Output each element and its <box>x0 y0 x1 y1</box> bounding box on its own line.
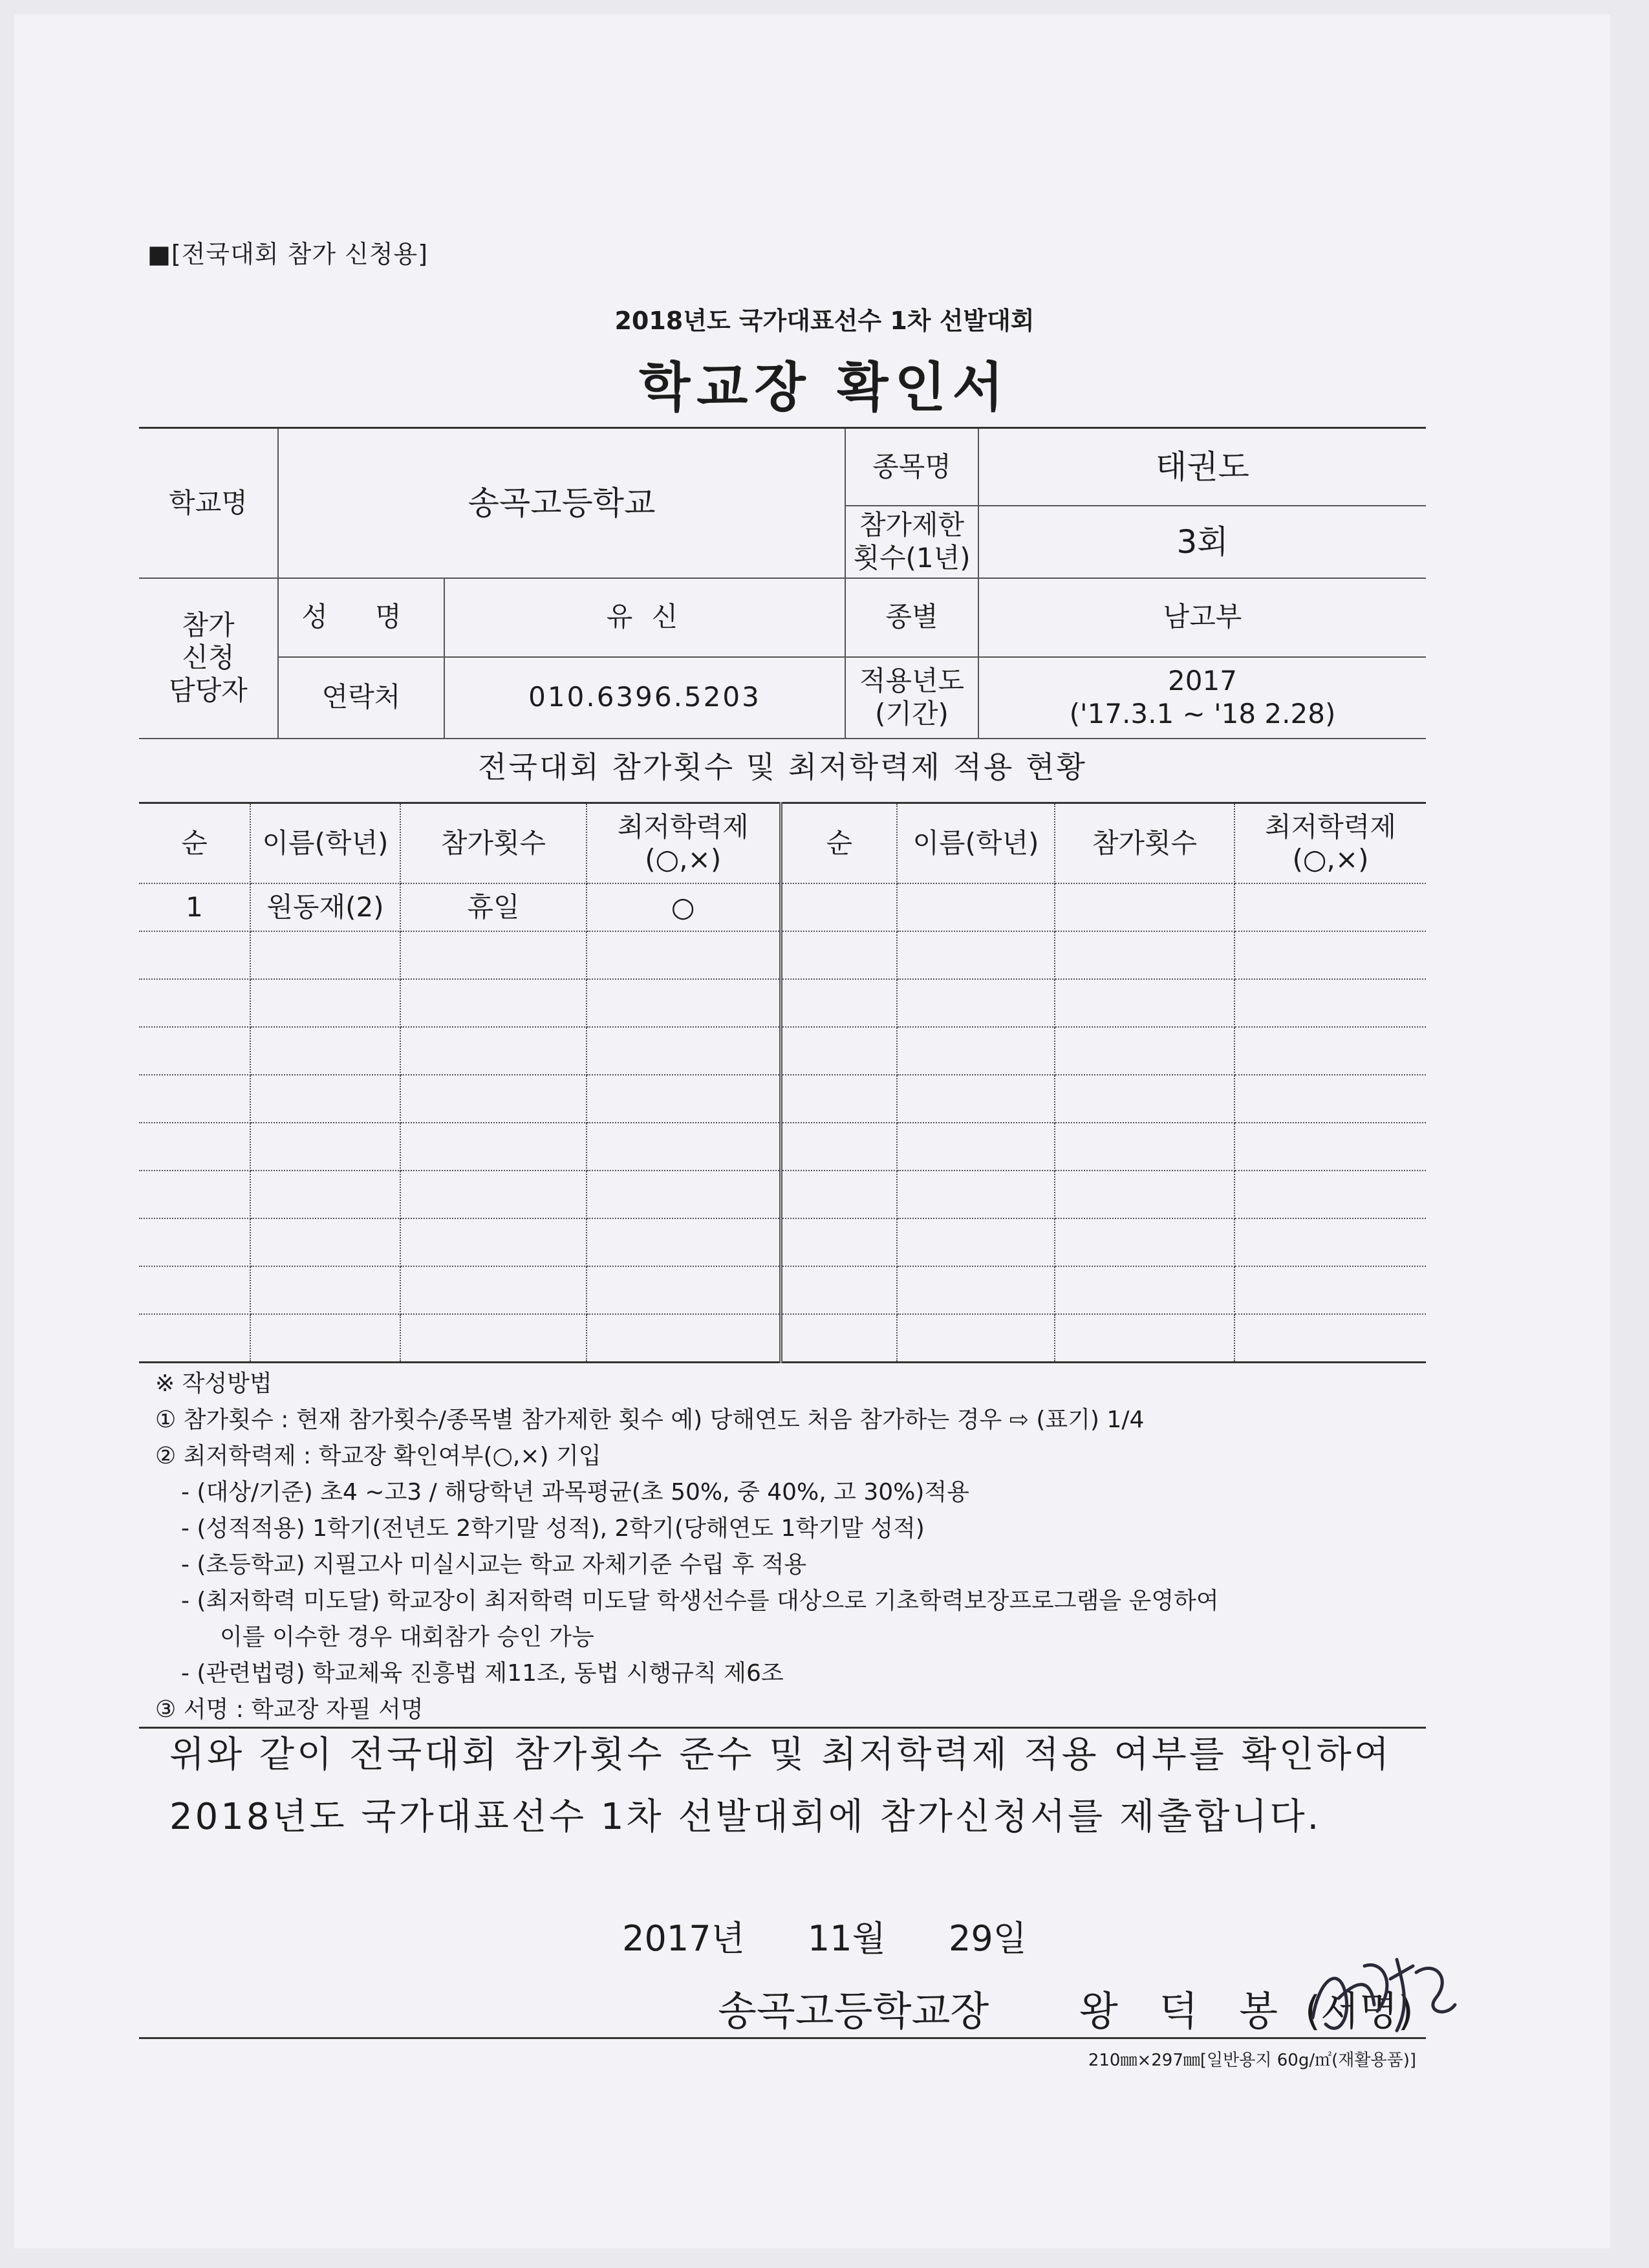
empty-cell <box>781 1123 897 1171</box>
row-count: 휴일 <box>400 883 587 931</box>
empty-cell <box>1055 1314 1234 1363</box>
instruction-2: ② 최저학력제 : 학교장 확인여부(○,×) 기입 <box>155 1443 601 1469</box>
table-row-empty <box>139 1171 1426 1218</box>
header-min-grade-line1: 최저학력제 <box>617 810 749 843</box>
empty-cell <box>587 1027 781 1075</box>
header-no: 순 <box>139 803 250 884</box>
empty-cell <box>1234 1123 1426 1171</box>
empty-cell <box>897 1075 1055 1123</box>
instructions <box>155 1366 1449 1728</box>
contact-group-line3: 담당자 <box>169 674 248 706</box>
empty-cell <box>1055 1075 1234 1123</box>
empty-cell <box>400 1027 587 1075</box>
period-range: ('17.3.1 ~ '18 2.28) <box>1069 697 1336 729</box>
empty-cell <box>1234 1171 1426 1218</box>
principal-school: 송곡고등학교장 <box>718 1987 989 2035</box>
empty-cell <box>250 931 400 979</box>
empty-cell <box>400 1075 587 1123</box>
table-row-empty <box>139 1123 1426 1171</box>
empty-cell <box>897 1027 1055 1075</box>
empty-cell <box>781 979 897 1027</box>
empty-cell <box>587 1171 781 1218</box>
empty-cell <box>139 1027 250 1075</box>
empty-cell <box>1234 931 1426 979</box>
empty-cell <box>1234 1314 1426 1363</box>
empty-cell <box>1234 1218 1426 1266</box>
table-row-empty <box>139 1218 1426 1266</box>
empty-cell <box>897 979 1055 1027</box>
empty-cell <box>1055 1027 1234 1075</box>
empty-cell <box>250 1314 400 1363</box>
empty-cell <box>897 1314 1055 1363</box>
empty-cell <box>400 931 587 979</box>
empty-cell <box>400 1123 587 1171</box>
empty-cell <box>1055 1123 1234 1171</box>
empty-cell <box>897 931 1055 979</box>
paper-spec: 210㎜×297㎜[일반용지 60g/㎡(재활용품)] <box>1088 2051 1416 2070</box>
empty-cell <box>139 1314 250 1363</box>
empty-cell <box>139 979 250 1027</box>
phone-label: 연락처 <box>278 657 444 739</box>
event-value: 태권도 <box>978 428 1426 506</box>
empty-cell <box>1234 979 1426 1027</box>
empty-cell <box>139 1266 250 1314</box>
empty-cell <box>897 1218 1055 1266</box>
category-label: 종별 <box>845 578 978 657</box>
section-title: 전국대회 참가횟수 및 최저학력제 적용 현황 <box>478 750 1087 784</box>
header-min-grade-2 <box>1234 803 1426 884</box>
table-row-empty <box>139 931 1426 979</box>
empty-cell <box>250 1266 400 1314</box>
empty-cell <box>1234 1075 1426 1123</box>
empty-cell <box>781 883 897 931</box>
empty-cell <box>1055 931 1234 979</box>
empty-cell <box>250 979 400 1027</box>
name-value: 유 신 <box>444 578 845 657</box>
empty-cell <box>400 1314 587 1363</box>
empty-cell <box>781 931 897 979</box>
empty-cell <box>250 1171 400 1218</box>
instruction-2d: - (최저학력 미도달) 학교장이 최저학력 미도달 학생선수를 대상으로 기초학력보장프로그램을 운영하여 <box>181 1588 1219 1614</box>
limit-label-line2: 횟수(1년) <box>853 541 971 574</box>
row-name: 원동재(2) <box>250 883 400 931</box>
category-value: 남고부 <box>978 578 1426 657</box>
period-value <box>978 657 1426 739</box>
school-label: 학교명 <box>139 428 278 578</box>
instruction-1: ① 참가횟수 : 현재 참가횟수/종목별 참가제한 횟수 예) 당해연도 처음 참가하는 경우 ⇨ (표기) 1/4 <box>155 1407 1145 1433</box>
empty-cell <box>1234 883 1426 931</box>
signature-label: (서명) <box>1304 1987 1414 2035</box>
empty-cell <box>1055 1171 1234 1218</box>
handwritten-signature <box>1300 1940 1461 2050</box>
limit-label-line1: 참가제한 <box>859 509 965 541</box>
confirmation-statement: 위와 같이 전국대회 참가횟수 준수 및 최저학력제 적용 여부를 확인하여 2018년도 국가대표선수 1차 선발대회에 참가신청서를 제출합니다. <box>169 1734 1392 1838</box>
empty-cell <box>897 1266 1055 1314</box>
empty-cell <box>587 1218 781 1266</box>
divider-bottom <box>139 2037 1426 2039</box>
instruction-2c: - (초등학교) 지필고사 미실시교는 학교 자체기준 수립 후 적용 <box>181 1551 807 1578</box>
empty-cell <box>400 979 587 1027</box>
empty-cell <box>1055 883 1234 931</box>
header-min-grade-2-line1: 최저학력제 <box>1265 810 1396 843</box>
header-count: 참가횟수 <box>400 803 587 884</box>
limit-label <box>845 506 978 578</box>
phone-value: 010.6396.5203 <box>444 657 845 739</box>
empty-cell <box>250 1027 400 1075</box>
empty-cell <box>1055 979 1234 1027</box>
empty-cell <box>587 1266 781 1314</box>
empty-cell <box>587 1123 781 1171</box>
instructions-title: ※ 작성방법 <box>155 1370 272 1397</box>
instruction-2e: - (관련법령) 학교체육 진흥법 제11조, 동법 시행규칙 제6조 <box>181 1660 784 1687</box>
empty-cell <box>139 1075 250 1123</box>
header-min-grade <box>587 803 781 884</box>
row-min-grade: ○ <box>587 883 781 931</box>
empty-cell <box>781 1218 897 1266</box>
empty-cell <box>400 1171 587 1218</box>
empty-cell <box>781 1171 897 1218</box>
empty-cell <box>250 1218 400 1266</box>
period-label-line1: 적용년도 <box>859 665 965 697</box>
empty-cell <box>250 1123 400 1171</box>
date-month: 11월 <box>807 1918 886 1959</box>
header-no-2: 순 <box>781 803 897 884</box>
table-row-empty <box>139 1266 1426 1314</box>
empty-cell <box>139 1123 250 1171</box>
table-header-row <box>139 803 1426 884</box>
table-row-empty <box>139 979 1426 1027</box>
date-day: 29일 <box>948 1918 1027 1959</box>
name-label: 성 명 <box>278 578 444 657</box>
instruction-3: ③ 서명 : 학교장 자필 서명 <box>155 1696 424 1723</box>
period-label <box>845 657 978 739</box>
empty-cell <box>587 979 781 1027</box>
period-year: 2017 <box>1168 665 1237 697</box>
empty-cell <box>400 1266 587 1314</box>
empty-cell <box>897 883 1055 931</box>
contact-group-label <box>139 578 278 739</box>
contact-group-line1: 참가 <box>182 609 235 641</box>
empty-cell <box>781 1075 897 1123</box>
empty-cell <box>587 1314 781 1363</box>
header-count-2: 참가횟수 <box>1055 803 1234 884</box>
table-row-empty <box>139 1027 1426 1075</box>
empty-cell <box>781 1027 897 1075</box>
header-min-grade-line2: (○,×) <box>645 843 722 875</box>
principal-name: 왕 덕 봉 <box>1079 1987 1293 2035</box>
empty-cell <box>400 1218 587 1266</box>
table-row <box>139 883 1426 931</box>
empty-cell <box>139 1171 250 1218</box>
empty-cell <box>781 1266 897 1314</box>
empty-cell <box>139 1218 250 1266</box>
empty-cell <box>139 931 250 979</box>
header-min-grade-2-line2: (○,×) <box>1292 843 1369 875</box>
document-title: 학교장 확인서 <box>639 357 1010 418</box>
table-row-empty <box>139 1314 1426 1363</box>
table-row-empty <box>139 1075 1426 1123</box>
period-label-line2: (기간) <box>875 697 949 729</box>
empty-cell <box>1055 1218 1234 1266</box>
info-table <box>139 427 1426 739</box>
empty-cell <box>250 1075 400 1123</box>
empty-cell <box>1055 1266 1234 1314</box>
school-value: 송곡고등학교 <box>278 428 845 578</box>
contact-group-line2: 신청 <box>182 642 235 674</box>
form-type-note: ■[전국대회 참가 신청용] <box>147 240 429 268</box>
row-no: 1 <box>139 883 250 931</box>
empty-cell <box>781 1314 897 1363</box>
instruction-2a: - (대상/기준) 초4 ~고3 / 해당학년 과목평균(초 50%, 중 40%, 고 30%)적용 <box>181 1479 969 1506</box>
instruction-2b: - (성적적용) 1학기(전년도 2학기말 성적), 2학기(당해연도 1학기말 성적) <box>181 1515 925 1542</box>
participation-table <box>139 802 1426 1363</box>
empty-cell <box>897 1171 1055 1218</box>
empty-cell <box>1234 1027 1426 1075</box>
header-name: 이름(학년) <box>250 803 400 884</box>
header-name-2: 이름(학년) <box>897 803 1055 884</box>
empty-cell <box>587 931 781 979</box>
instruction-2d-cont: 이를 이수한 경우 대회참가 승인 가능 <box>220 1624 594 1650</box>
date-year: 2017년 <box>622 1918 745 1959</box>
empty-cell <box>587 1075 781 1123</box>
event-label: 종목명 <box>845 428 978 506</box>
empty-cell <box>1234 1266 1426 1314</box>
document-subtitle: 2018년도 국가대표선수 1차 선발대회 <box>614 307 1035 335</box>
empty-cell <box>897 1123 1055 1171</box>
limit-value: 3회 <box>978 506 1426 578</box>
